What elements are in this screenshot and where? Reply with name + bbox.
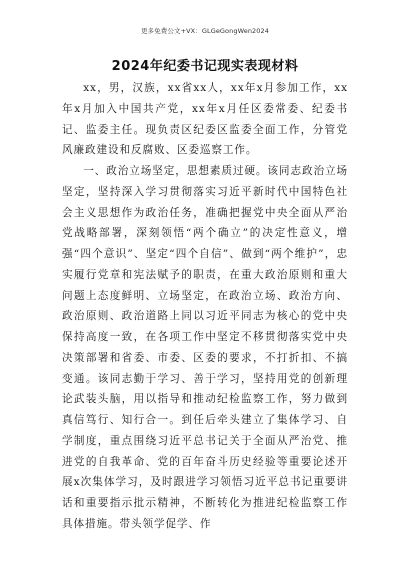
- header-note: 更多免费公文+VX：GLGeGongWen2024: [140, 27, 269, 35]
- document-title: 2024年纪委书记现实表现材料: [111, 59, 299, 74]
- document-body: [62, 78, 348, 535]
- paragraph-political-stance: 一、政治立场坚定，思想素质过硬。该同志政治立场坚定，坚持深入学习贯彻落实习近平新时代中国特色社会主义思想作为政治任务，准确把握党中央全面从严治党战略部署，深刻领悟“两个确立”的决定性意义，增强“四个意识”、坚定“四个自信”、做到“两个维护”，忠实履行党章和宪法赋予的职责，在重大政治原则和重大问题上态度鲜明、立场坚定，在政治立场、政治方向、政治原则、政治道路上同以习近平同志为核心的党中央保持高度一致，在各项工作中坚定不移贯彻落实党中央决策部署和省委、市委、区委的要求，不打折扣、不搞变通。该同志勤于学习、善于学习，坚持用党的创新理论武装头脑，用以指导和推动纪检监察工作，努力做到真信笃行、知行合一。到任后牵头建立了集体学习、自学制度，重点围绕习近平总书记关于全面从严治党、推进党的自我革命、党的百年奋斗历史经验等重要论述开展x次集体学习，及时跟进学习领悟习近平总书记重要讲话和重要指示批示精神，不断转化为推进纪检监察工作具体措施。带头领学促学、作: [62, 165, 348, 530]
- paragraph-basic-info: xx，男，汉族，xx省xx人，xx年x月参加工作，xx年x月加入中国共产党，xx年x月任区委常委、纪委书记、监委主任。现负责区纪委区监委全面工作，分管党风廉政建设和反腐败、区委巡察工作。: [62, 82, 348, 157]
